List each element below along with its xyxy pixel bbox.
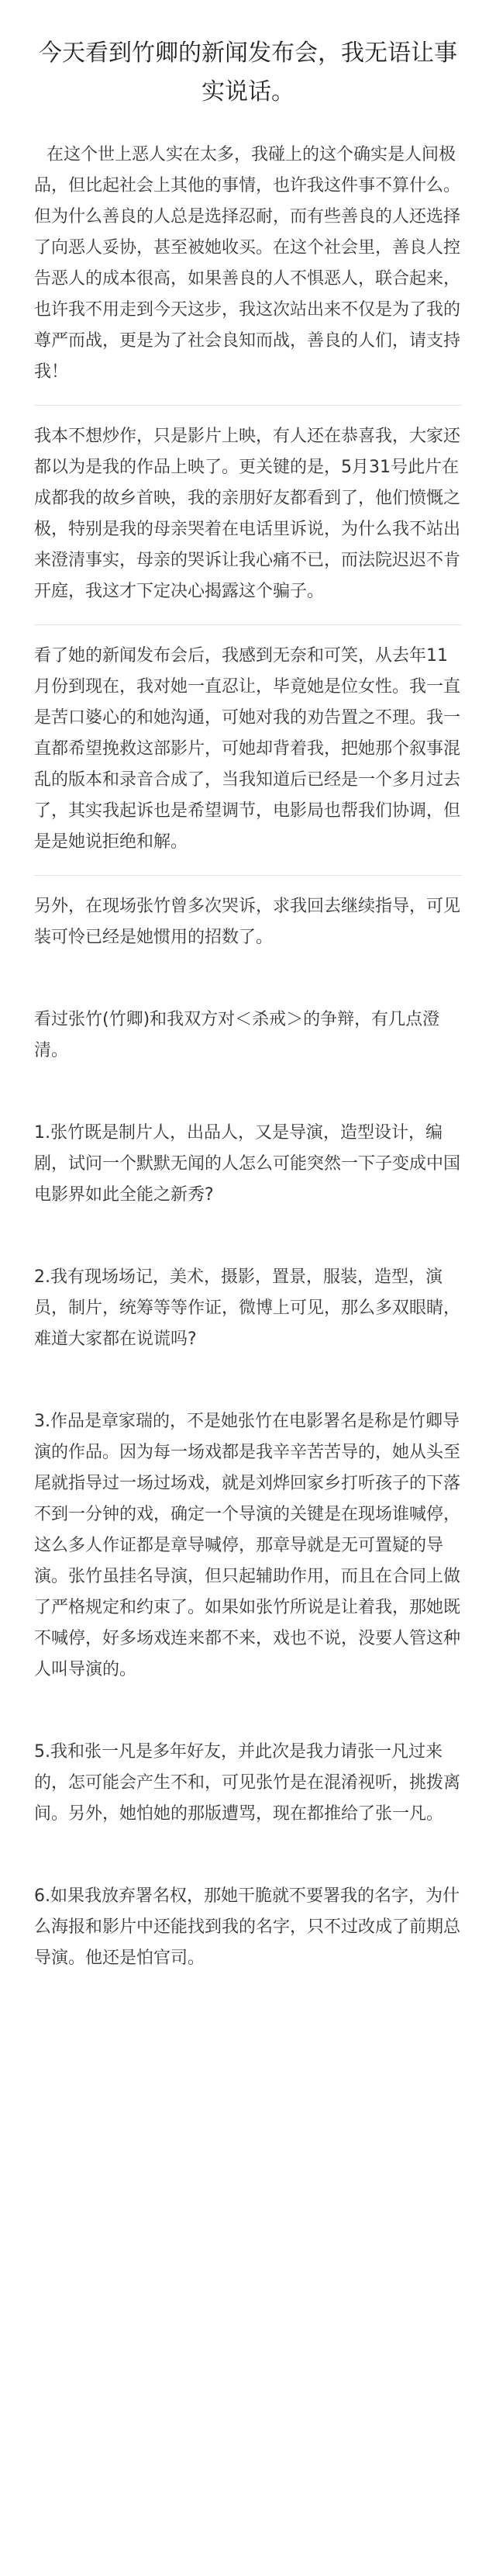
point-2: 2.我有现场场记，美术，摄影，置景，服装，造型，演员，制片，统筹等等作证，微博上可见，那么多双眼睛，难道大家都在说谎吗? — [34, 1267, 461, 1349]
paragraph-background: 我本不想炒作，只是影片上映，有人还在恭喜我，大家还都以为是我的作品上映了。更关键的是，5月31号此片在成都我的故乡首映，我的亲朋好友都看到了，他们愤慨之极，特别是我的母亲哭着在电话里诉说，为什么我不站出来澄清事实，母亲的哭诉让我心痛不已，而法院迟迟不肯开庭，我这才下定决心揭露这个骗子。 — [34, 427, 461, 601]
point-3: 3.作品是章家瑞的，不是她张竹在电影署名是称是竹卿导演的作品。因为每一场戏都是我辛辛苦苦导的，她从头至尾就指导过一场过场戏，就是刘烨回家乡打听孩子的下落不到一分钟的戏，确定一个导演的关键是在现场谁喊停，这么多人作证都是章导喊停，那章导就是无可置疑的导演。张竹虽挂名导演，但只起辅助作用，而且在合同上做了严格规定和约束了。如果如张竹所说是让着我，那她既不喊停，好多场戏连来都不来，戏也不说，没要人管这种人叫导演的。 — [34, 1412, 461, 1679]
point-5: 5.我和张一凡是多年好友，并此次是我力请张一凡过来的，怎可能会产生不和，可见张竹是在混淆视听，挑拨离间。另外，她怕她的那版遭骂，现在都推给了张一凡。 — [34, 1742, 461, 1824]
spacer — [34, 1211, 462, 1262]
spacer — [34, 953, 462, 1004]
point-1: 1.张竹既是制片人，出品人，又是导演，造型设计，编剧，试问一个默默无闻的人怎么可能突然一下子变成中国电影界如此全能之新秀? — [34, 1123, 461, 1205]
divider — [34, 405, 462, 406]
point-6: 6.如果我放弃署名权，那她干脆就不要署我的名字，为什么海报和影片中还能找到我的名字，只不过改成了前期总导演。他还是怕官司。 — [34, 1886, 461, 1968]
spacer — [34, 1686, 462, 1737]
spacer — [34, 1355, 462, 1406]
paragraph-press-conference: 看了她的新闻发布会后，我感到无奈和可笑，从去年11月份到现在，我对她一直忍让，毕竟她是位女性。我一直是苦口婆心的和她沟通，可她对我的劝告置之不理。我一直都希望挽救这部影片，可她却背着我，把她那个叙事混乱的版本和录音合成了，当我知道后已经是一个多月过去了，其实我起诉也是希望调节，电影局也帮我们协调，但是是她说拒绝和解。 — [34, 646, 461, 852]
post-title: 今天看到竹卿的新闻发布会，我无语让事实说话。 — [39, 40, 457, 105]
paragraph-crying: 另外，在现场张竹曾多次哭诉，求我回去继续指导，可见装可怜已经是她惯用的招数了。 — [34, 897, 461, 947]
paragraph-clarification-intro: 看过张竹(竹卿)和我双方对＜杀戒＞的争辩，有几点澄清。 — [34, 1010, 440, 1060]
paragraph-intro: 在这个世上恶人实在太多，我碰上的这个确实是人间极品，但比起社会上其他的事情，也许我这件事不算什么。但为什么善良的人总是选择忍耐，而有些善良的人还选择了向恶人妥协，甚至被她收买。在这个社会里，善良人控告恶人的成本很高，如果善良的人不惧恶人，联合起来，也许我不用走到今天这步，我这次站出来不仅是为了我的尊严而战，更是为了社会良知而战，善良的人们，请支持我！ — [34, 145, 461, 382]
spacer — [34, 1067, 462, 1118]
spacer — [34, 1830, 462, 1881]
divider — [34, 875, 462, 876]
divider — [34, 624, 462, 625]
